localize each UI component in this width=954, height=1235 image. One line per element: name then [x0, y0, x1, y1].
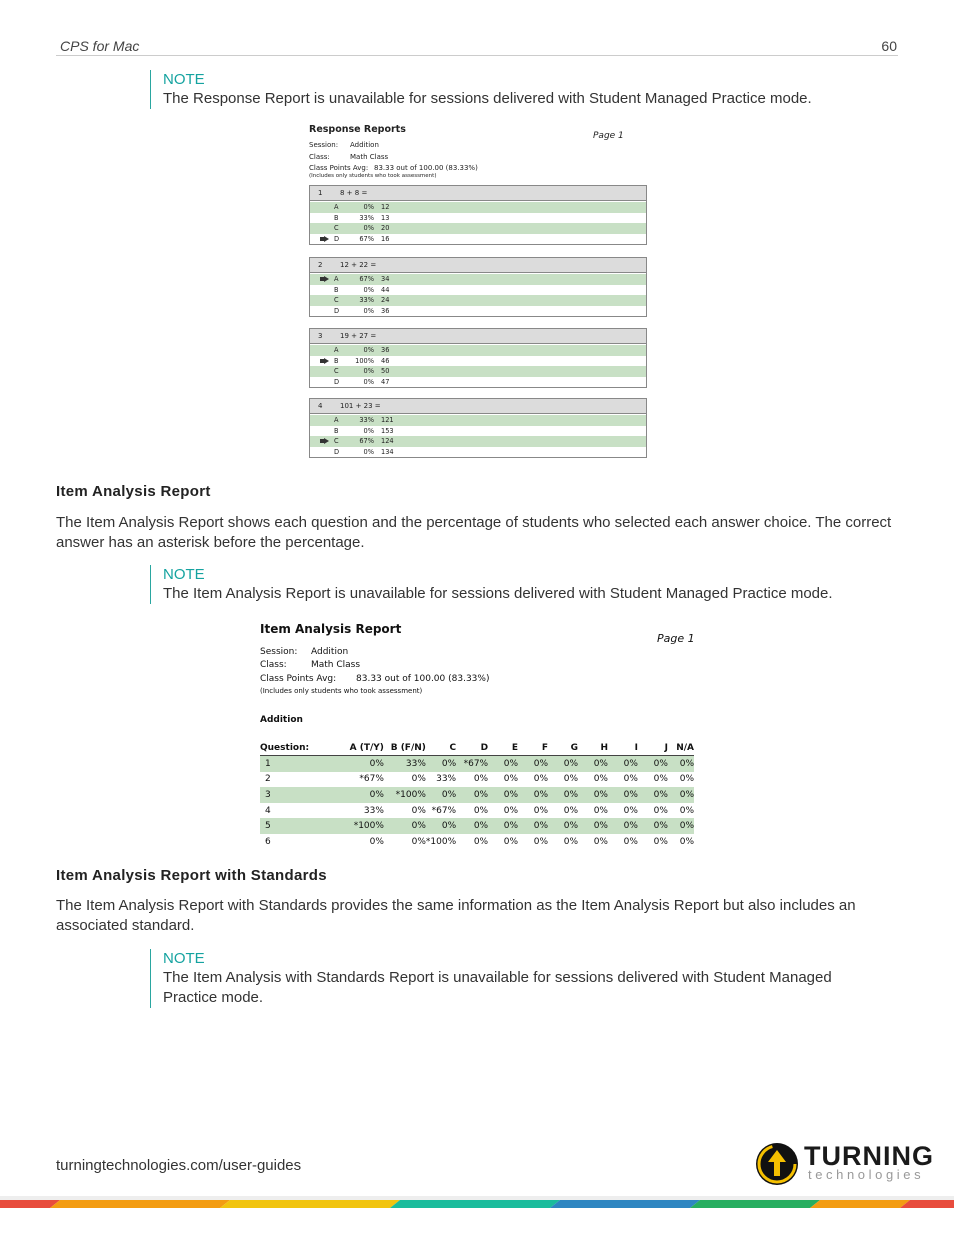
- percent-cell: 0%: [623, 836, 638, 847]
- session-label: Session:: [309, 141, 339, 149]
- report-title: Item Analysis Report: [260, 622, 402, 636]
- answer-letter: B: [334, 213, 339, 222]
- answer-percent: 0%: [363, 346, 374, 354]
- percent-cell: 0%: [563, 805, 579, 816]
- percent-cell: *67%: [431, 805, 457, 816]
- answer-letter: C: [334, 224, 339, 232]
- report-note: (Includes only students who took assessment): [309, 172, 437, 179]
- percent-cell: 0%: [563, 836, 579, 847]
- answer-value: 12: [381, 203, 390, 211]
- percent-cell: 0%: [679, 805, 694, 816]
- percent-cell: 0%: [473, 774, 489, 785]
- correct-pointer-icon: [320, 236, 329, 242]
- answer-value: 121: [381, 416, 394, 424]
- page-number: 60: [881, 38, 897, 54]
- column-header: B (F/N): [384, 741, 426, 756]
- report-page: Page 1: [593, 131, 624, 141]
- answer-row: [310, 426, 646, 437]
- percent-cell: *100%: [384, 787, 426, 803]
- percent-cell: 0%: [456, 787, 488, 803]
- percent-cell: 0%: [456, 818, 488, 834]
- answer-letter: C: [334, 367, 339, 375]
- question-cell: 3: [260, 787, 340, 803]
- answer-row: [310, 306, 646, 317]
- percent-cell: 0%: [411, 836, 426, 847]
- percent-cell: 0%: [623, 774, 638, 785]
- class-value: Math Class: [311, 660, 361, 670]
- answer-value: 44: [381, 285, 390, 294]
- answer-percent: 67%: [359, 234, 374, 243]
- question-header: [310, 186, 646, 201]
- percent-cell: 0%: [426, 756, 456, 772]
- logo-word: TURNING: [804, 1141, 934, 1171]
- table-row: [260, 818, 694, 834]
- section-body-item-analysis-standards: The Item Analysis Report with Standards provides the same information as the Item Analysis Report but also includes an associated standard.: [56, 897, 856, 934]
- percent-cell: 0%: [369, 836, 384, 847]
- column-header: Question:: [260, 741, 340, 756]
- percent-cell: 0%: [548, 756, 578, 772]
- answer-letter: A: [334, 416, 339, 424]
- report-page: Page 1: [657, 632, 695, 645]
- avg-value: 83.33 out of 100.00 (83.33%): [356, 674, 490, 684]
- answer-value: 153: [381, 426, 394, 435]
- answer-row: [310, 447, 646, 458]
- percent-cell: 0%: [653, 836, 668, 847]
- percent-cell: 0%: [578, 756, 608, 772]
- answer-value: 36: [381, 306, 390, 315]
- answer-row: [310, 234, 646, 245]
- answer-row: [310, 295, 646, 306]
- answer-percent: 0%: [363, 447, 374, 456]
- answer-value: 134: [381, 447, 394, 456]
- answer-letter: A: [334, 275, 339, 283]
- answer-percent: 0%: [363, 306, 374, 315]
- section-heading-item-analysis-standards: Item Analysis Report with Standards: [56, 867, 327, 884]
- column-header: A (T/Y): [340, 741, 384, 756]
- session-row: [260, 647, 349, 657]
- percent-cell: 0%: [503, 836, 519, 847]
- avg-row: [260, 674, 490, 684]
- answer-row: [310, 274, 646, 285]
- percent-cell: 0%: [340, 787, 384, 803]
- answer-row: [310, 223, 646, 234]
- question-header: [310, 399, 646, 414]
- note-label: NOTE: [163, 566, 205, 583]
- note-text: The Item Analysis Report is unavailable for sessions delivered with Student Managed Practice mode.: [163, 585, 833, 602]
- report-title: Response Reports: [309, 124, 406, 135]
- answer-value: 34: [381, 275, 390, 283]
- note-item-analysis: [150, 565, 883, 604]
- answer-percent: 67%: [359, 275, 374, 283]
- percent-cell: 0%: [518, 818, 548, 834]
- percent-cell: 0%: [473, 836, 489, 847]
- percent-cell: 0%: [623, 805, 638, 816]
- answer-row: [310, 356, 646, 367]
- answer-value: 13: [381, 213, 390, 222]
- answer-percent: 0%: [363, 367, 374, 375]
- answer-letter: D: [334, 306, 340, 315]
- answer-row: [310, 415, 646, 426]
- percent-cell: 33%: [363, 805, 384, 816]
- percent-cell: 0%: [426, 818, 456, 834]
- percent-cell: 0%: [638, 787, 668, 803]
- answer-value: 36: [381, 346, 390, 354]
- question-header: [310, 258, 646, 273]
- percent-cell: 0%: [578, 818, 608, 834]
- percent-cell: 0%: [593, 805, 608, 816]
- percent-cell: 0%: [518, 756, 548, 772]
- question-header: [310, 329, 646, 344]
- percent-cell: 0%: [384, 818, 426, 834]
- answer-row: [310, 436, 646, 447]
- question-text: 8 + 8 =: [340, 189, 368, 197]
- turning-technologies-logo: [756, 1140, 934, 1188]
- question-cell: 1: [260, 756, 340, 772]
- answer-percent: 0%: [363, 203, 374, 211]
- answer-percent: 100%: [355, 356, 374, 365]
- note-item-analysis-standards: [150, 949, 883, 1008]
- percent-cell: 0%: [679, 774, 694, 785]
- percent-cell: 33%: [384, 756, 426, 772]
- answer-value: 20: [381, 224, 390, 232]
- percent-cell: 0%: [488, 787, 518, 803]
- percent-cell: 0%: [411, 805, 426, 816]
- logo-sub: technologies: [808, 1167, 925, 1182]
- percent-cell: *67%: [456, 756, 488, 772]
- turning-arrow-icon: [756, 1143, 798, 1185]
- avg-label: Class Points Avg:: [260, 674, 337, 684]
- percent-cell: 0%: [593, 774, 608, 785]
- note-label: NOTE: [163, 71, 205, 88]
- column-header: F: [518, 741, 548, 756]
- response-report-figure: [309, 124, 647, 456]
- note-text: The Response Report is unavailable for sessions delivered with Student Managed Practice mode.: [163, 90, 812, 107]
- question-text: 19 + 27 =: [340, 332, 377, 340]
- answer-value: 16: [381, 234, 390, 243]
- column-header: I: [608, 741, 638, 756]
- class-row: [260, 660, 361, 670]
- answer-letter: D: [334, 234, 340, 243]
- answer-value: 47: [381, 377, 390, 386]
- question-block: [309, 328, 647, 388]
- answer-letter: C: [334, 296, 339, 304]
- percent-cell: 0%: [608, 787, 638, 803]
- answer-row: [310, 377, 646, 388]
- answer-percent: 67%: [359, 437, 374, 445]
- session-label: Session:: [260, 647, 298, 657]
- group-label: Addition: [260, 715, 303, 725]
- percent-cell: 0%: [503, 805, 519, 816]
- question-number: 1: [318, 189, 323, 197]
- running-header-title: CPS for Mac: [60, 38, 140, 54]
- table-header-row: [260, 741, 694, 756]
- percent-cell: 0%: [488, 756, 518, 772]
- percent-cell: 0%: [548, 818, 578, 834]
- percent-cell: 0%: [503, 774, 519, 785]
- percent-cell: 0%: [593, 836, 608, 847]
- percent-cell: 0%: [473, 805, 489, 816]
- answer-row: [310, 202, 646, 213]
- note-label: NOTE: [163, 950, 205, 967]
- class-label: Class:: [309, 152, 330, 161]
- table-row: [260, 756, 694, 772]
- column-header: H: [578, 741, 608, 756]
- header-divider: [56, 55, 898, 56]
- question-cell: 6: [265, 836, 271, 847]
- table-row: [260, 787, 694, 803]
- percent-cell: 0%: [638, 756, 668, 772]
- answer-value: 50: [381, 367, 390, 375]
- percent-cell: 0%: [533, 774, 549, 785]
- avg-value: 83.33 out of 100.00 (83.33%): [374, 164, 478, 172]
- session-value: Addition: [311, 647, 349, 657]
- percent-cell: 0%: [668, 787, 694, 803]
- answer-row: [310, 366, 646, 377]
- percent-cell: 0%: [668, 818, 694, 834]
- percent-cell: 0%: [608, 818, 638, 834]
- answer-letter: B: [334, 285, 339, 294]
- class-label: Class:: [260, 660, 287, 670]
- table-row: [260, 834, 694, 850]
- correct-pointer-icon: [320, 276, 329, 282]
- column-header: G: [548, 741, 578, 756]
- column-header: D: [456, 741, 488, 756]
- answer-letter: C: [334, 437, 339, 445]
- question-cell: 5: [260, 818, 340, 834]
- avg-label: Class Points Avg:: [309, 164, 369, 172]
- percent-cell: *67%: [359, 774, 384, 785]
- percent-cell: 0%: [533, 836, 549, 847]
- correct-pointer-icon: [320, 358, 329, 364]
- question-number: 2: [318, 261, 323, 269]
- question-text: 12 + 22 =: [340, 261, 377, 269]
- question-block: [309, 398, 647, 458]
- column-header: N/A: [668, 741, 694, 756]
- percent-cell: 0%: [340, 756, 384, 772]
- footer-url[interactable]: turningtechnologies.com/user-guides: [56, 1157, 302, 1174]
- answer-row: [310, 345, 646, 356]
- note-response-report: [150, 70, 883, 109]
- answer-row: [310, 213, 646, 224]
- note-text: The Item Analysis with Standards Report is unavailable for sessions delivered with Student Managed Practice mode.: [163, 969, 832, 1006]
- session-value: Addition: [350, 141, 379, 149]
- section-heading-item-analysis: Item Analysis Report: [56, 483, 211, 500]
- answer-percent: 0%: [363, 224, 374, 232]
- answer-value: 24: [381, 296, 390, 304]
- percent-cell: 0%: [426, 787, 456, 803]
- percent-cell: 0%: [638, 818, 668, 834]
- percent-cell: 0%: [653, 805, 668, 816]
- answer-letter: A: [334, 346, 339, 354]
- table-row: [260, 772, 694, 788]
- percent-cell: 0%: [668, 756, 694, 772]
- percent-cell: 0%: [608, 756, 638, 772]
- answer-value: 46: [381, 356, 390, 365]
- answer-letter: B: [334, 426, 339, 435]
- correct-pointer-icon: [320, 438, 329, 444]
- table-row: [260, 803, 694, 819]
- percent-cell: 0%: [653, 774, 668, 785]
- question-block: [309, 257, 647, 317]
- percent-cell: 0%: [563, 774, 579, 785]
- footer-color-stripe: [0, 1196, 954, 1208]
- column-header: J: [638, 741, 668, 756]
- question-block: [309, 185, 647, 245]
- class-value: Math Class: [350, 152, 389, 161]
- percent-cell: 33%: [436, 774, 457, 785]
- answer-row: [310, 285, 646, 296]
- answer-percent: 33%: [359, 296, 374, 304]
- percent-cell: *100%: [340, 818, 384, 834]
- column-header: E: [488, 741, 518, 756]
- answer-percent: 33%: [359, 416, 374, 424]
- question-number: 3: [318, 332, 323, 340]
- percent-cell: *100%: [425, 836, 457, 847]
- answer-value: 124: [381, 437, 394, 445]
- percent-cell: 0%: [578, 787, 608, 803]
- section-body-item-analysis: The Item Analysis Report shows each question and the percentage of students who selected each answer choice. The correct answer has an asterisk before the percentage.: [56, 514, 892, 551]
- question-cell: 4: [265, 805, 271, 816]
- answer-letter: D: [334, 447, 340, 456]
- question-cell: 2: [265, 774, 271, 785]
- item-analysis-table: [260, 741, 694, 850]
- percent-cell: 0%: [518, 787, 548, 803]
- column-header: C: [426, 741, 456, 756]
- percent-cell: 0%: [548, 787, 578, 803]
- answer-letter: A: [334, 203, 339, 211]
- answer-percent: 0%: [363, 285, 374, 294]
- report-meta: [309, 140, 647, 175]
- answer-letter: B: [334, 356, 339, 365]
- report-note: (Includes only students who took assessment): [260, 687, 423, 695]
- question-text: 101 + 23 =: [340, 402, 381, 410]
- question-number: 4: [318, 402, 323, 410]
- answer-letter: D: [334, 377, 340, 386]
- answer-percent: 33%: [359, 213, 374, 222]
- percent-cell: 0%: [411, 774, 426, 785]
- percent-cell: 0%: [533, 805, 549, 816]
- item-analysis-figure: [260, 622, 700, 847]
- answer-percent: 0%: [363, 377, 374, 386]
- answer-percent: 0%: [363, 426, 374, 435]
- percent-cell: 0%: [679, 836, 694, 847]
- percent-cell: 0%: [488, 818, 518, 834]
